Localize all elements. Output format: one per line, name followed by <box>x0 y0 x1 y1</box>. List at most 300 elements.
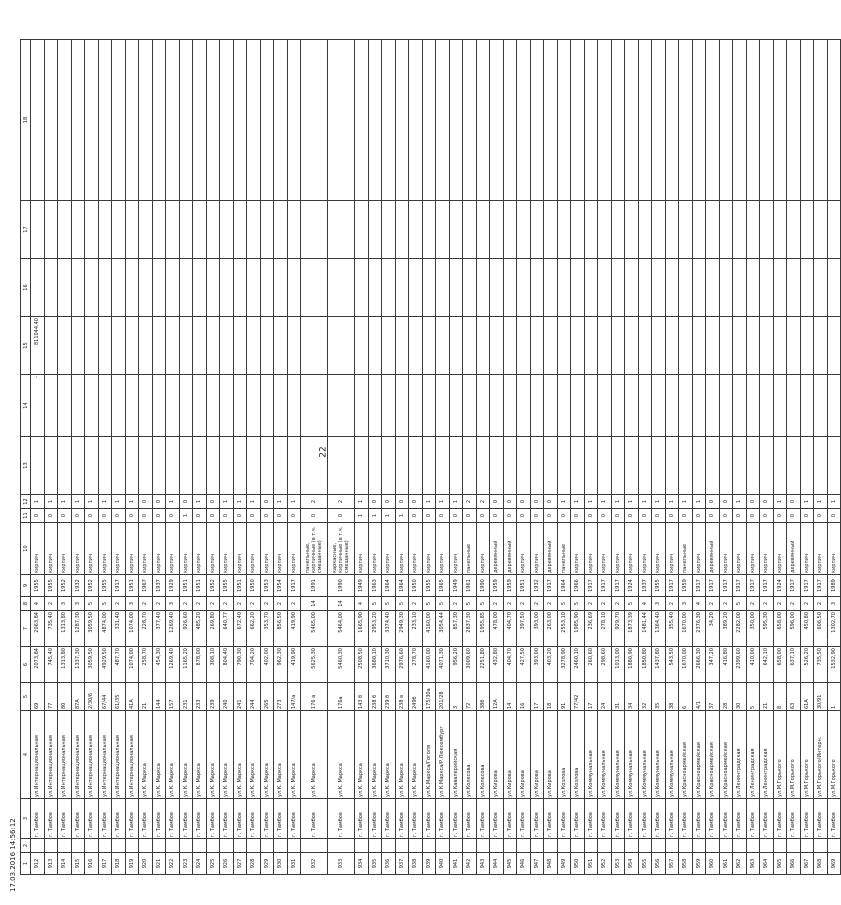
table-cell <box>760 259 774 317</box>
table-cell <box>125 317 139 375</box>
table-cell: 5 <box>422 597 436 611</box>
table-cell: 962,30 <box>274 647 288 683</box>
table-row <box>557 40 571 875</box>
table-cell: г. Тамбов <box>625 799 639 839</box>
table-cell: 0 <box>530 495 544 509</box>
table-cell: 1966 <box>571 575 585 597</box>
table-cell <box>382 259 396 317</box>
table-cell: 637,10 <box>787 647 801 683</box>
table-row <box>746 40 760 875</box>
table-cell: 2 <box>247 597 261 611</box>
table-cell: 922 <box>166 853 180 875</box>
table-cell <box>260 839 274 853</box>
table-cell: 1917 <box>787 575 801 597</box>
table-cell: г. Тамбов <box>409 799 423 839</box>
table-cell <box>503 317 517 375</box>
table-cell: 936 <box>382 853 396 875</box>
table-cell: г. Тамбов <box>476 799 490 839</box>
table-cell: 526,20 <box>800 647 814 683</box>
table-cell: 389,20 <box>719 611 733 647</box>
table-cell <box>692 317 706 375</box>
table-cell: ул.Коммунальная <box>584 711 598 799</box>
table-cell: 956 <box>652 853 666 875</box>
table-cell <box>503 201 517 259</box>
table-cell <box>584 259 598 317</box>
table-cell: 5 <box>733 597 747 611</box>
table-cell <box>571 317 585 375</box>
table-cell: кирпич <box>692 523 706 575</box>
table-cell <box>476 839 490 853</box>
table-cell: 919 <box>125 853 139 875</box>
table-cell: кирпич <box>638 523 652 575</box>
table-cell: 1 <box>449 495 463 509</box>
table-cell: 1961 <box>463 575 477 597</box>
table-cell <box>44 40 58 201</box>
table-cell <box>517 375 531 437</box>
column-header: 17 <box>21 201 31 259</box>
column-header: 4 <box>21 711 31 799</box>
table-cell <box>274 317 288 375</box>
table-cell: 1952 <box>58 575 72 597</box>
table-cell <box>571 40 585 201</box>
table-cell: 265 <box>260 683 274 711</box>
table-row <box>85 40 99 875</box>
table-row <box>31 40 45 875</box>
table-cell: 1917 <box>814 575 828 597</box>
column-header: 2 <box>21 839 31 853</box>
table-cell <box>71 317 85 375</box>
table-cell: 0 <box>746 509 760 523</box>
table-row <box>287 40 301 875</box>
table-cell: 1 <box>625 495 639 509</box>
table-cell <box>58 437 72 495</box>
table-cell <box>422 201 436 259</box>
table-cell: 485,20 <box>193 611 207 647</box>
table-cell <box>31 201 45 259</box>
table-cell: 1 <box>44 495 58 509</box>
table-cell: 0 <box>58 509 72 523</box>
table-cell: 1 <box>368 509 382 523</box>
table-cell <box>274 259 288 317</box>
table-cell: 0 <box>368 495 382 509</box>
table-row <box>193 40 207 875</box>
table-row <box>598 40 612 875</box>
table-cell: 1985,90 <box>571 611 585 647</box>
table-cell <box>544 839 558 853</box>
table-cell <box>125 259 139 317</box>
table-cell <box>287 317 301 375</box>
table-cell: 1287,30 <box>71 611 85 647</box>
table-cell <box>220 40 234 201</box>
table-cell: 1932 <box>71 575 85 597</box>
table-cell <box>530 259 544 317</box>
table-cell: 91 <box>557 683 571 711</box>
table-cell: 3009,60 <box>463 647 477 683</box>
table-cell: кирпич <box>773 523 787 575</box>
table-row <box>328 40 355 875</box>
table-cell: 0 <box>449 509 463 523</box>
table-cell: 935 <box>368 853 382 875</box>
table-cell <box>449 317 463 375</box>
table-cell: 1 <box>571 495 585 509</box>
table-cell <box>787 437 801 495</box>
table-row <box>787 40 801 875</box>
table-row <box>71 40 85 875</box>
table-cell: 947 <box>530 853 544 875</box>
table-cell: 926 <box>220 853 234 875</box>
table-cell <box>71 839 85 853</box>
table-cell: 69 <box>31 683 45 711</box>
table-cell: 606,50 <box>814 611 828 647</box>
table-cell: 957 <box>665 853 679 875</box>
table-cell <box>476 259 490 317</box>
table-cell <box>355 317 369 375</box>
table-cell: ул.Ленинградская <box>746 711 760 799</box>
table-cell: 964 <box>760 853 774 875</box>
table-cell: 3 <box>652 597 666 611</box>
table-cell <box>166 437 180 495</box>
table-cell: 914 <box>58 853 72 875</box>
table-cell: 857,30 <box>449 611 463 647</box>
table-cell <box>517 259 531 317</box>
table-row <box>652 40 666 875</box>
table-cell: 2 <box>476 495 490 509</box>
table-cell <box>193 375 207 437</box>
table-cell: 0 <box>422 509 436 523</box>
table-cell: г. Тамбов <box>463 799 477 839</box>
table-cell: 30 <box>733 683 747 711</box>
table-cell <box>368 437 382 495</box>
table-cell: 377,40 <box>152 611 166 647</box>
table-cell: г. Тамбов <box>719 799 733 839</box>
table-cell: 0 <box>125 509 139 523</box>
table-cell <box>733 40 747 201</box>
table-cell: 236,69 <box>584 611 598 647</box>
table-cell: кирпич <box>719 523 733 575</box>
table-cell <box>98 317 112 375</box>
table-cell <box>571 375 585 437</box>
column-header: 3 <box>21 799 31 839</box>
table-cell: кирпич <box>814 523 828 575</box>
table-cell <box>355 259 369 317</box>
table-row <box>382 40 396 875</box>
table-cell <box>85 40 99 201</box>
table-cell: 735,50 <box>814 647 828 683</box>
table-cell <box>328 317 355 375</box>
table-row <box>409 40 423 875</box>
table-cell <box>665 437 679 495</box>
table-cell: 0 <box>503 495 517 509</box>
table-cell <box>773 839 787 853</box>
table-cell <box>287 259 301 317</box>
table-cell: 2/30/6 <box>85 683 99 711</box>
table-cell <box>395 259 409 317</box>
table-cell <box>355 40 369 201</box>
table-cell <box>476 437 490 495</box>
table-cell <box>800 317 814 375</box>
table-cell <box>463 40 477 201</box>
table-cell <box>328 259 355 317</box>
table-cell: кирпич <box>139 523 153 575</box>
table-cell: ул.К. Маркса <box>193 711 207 799</box>
table-cell: 960 <box>706 853 720 875</box>
table-cell: 1850,80 <box>638 647 652 683</box>
table-cell: 1873,39 <box>625 611 639 647</box>
table-cell <box>611 375 625 437</box>
table-cell: 5 <box>436 597 450 611</box>
table-cell: 1 <box>679 495 693 509</box>
table-cell <box>260 375 274 437</box>
table-cell <box>584 201 598 259</box>
table-cell <box>247 317 261 375</box>
table-cell: 4/1 <box>692 683 706 711</box>
table-cell: 260,60 <box>584 647 598 683</box>
table-cell: 1964 <box>382 575 396 597</box>
table-cell: г. Тамбов <box>733 799 747 839</box>
table-cell <box>584 375 598 437</box>
table-cell: 1 <box>611 495 625 509</box>
table-cell: 1924 <box>625 575 639 597</box>
table-cell <box>733 317 747 375</box>
table-row <box>530 40 544 875</box>
table-cell <box>787 259 801 317</box>
table-cell <box>773 201 787 259</box>
table-cell: 403,20 <box>544 647 558 683</box>
table-cell <box>638 259 652 317</box>
column-header: 13 <box>21 437 31 495</box>
table-cell: кирпич <box>112 523 126 575</box>
table-cell <box>301 839 328 853</box>
table-cell <box>692 839 706 853</box>
table-cell: 2 <box>719 597 733 611</box>
table-cell <box>125 201 139 259</box>
table-cell: 21 <box>139 683 153 711</box>
table-cell: 956,20 <box>449 647 463 683</box>
table-cell <box>220 201 234 259</box>
table-cell <box>125 375 139 437</box>
table-cell: 1990 <box>328 575 355 597</box>
table-cell: г. Тамбов <box>652 799 666 839</box>
table-cell <box>638 839 652 853</box>
table-cell: 939 <box>422 853 436 875</box>
table-cell <box>679 839 693 853</box>
table-cell <box>355 437 369 495</box>
table-cell: кирпич <box>193 523 207 575</box>
table-cell: кирпич <box>584 523 598 575</box>
table-cell <box>692 375 706 437</box>
table-cell: ул.К. Маркса <box>328 711 355 799</box>
table-cell: кирпич <box>44 523 58 575</box>
table-cell: 1 <box>85 495 99 509</box>
table-cell <box>233 259 247 317</box>
table-cell <box>436 375 450 437</box>
table-cell: 2 <box>814 597 828 611</box>
table-cell: 41А <box>125 683 139 711</box>
table-cell: 2 <box>301 495 328 509</box>
table-cell <box>233 317 247 375</box>
table-cell: 4874,00 <box>98 611 112 647</box>
table-cell <box>652 437 666 495</box>
table-cell: 410,00 <box>746 647 760 683</box>
table-cell <box>611 201 625 259</box>
table-cell: кирпич <box>85 523 99 575</box>
table-cell: г. Тамбов <box>98 799 112 839</box>
table-cell: 30/91 <box>814 683 828 711</box>
table-cell <box>598 375 612 437</box>
table-cell <box>584 40 598 201</box>
table-cell: ул.Ленинградская <box>760 711 774 799</box>
table-cell: 1955 <box>31 575 45 597</box>
table-cell <box>476 317 490 375</box>
table-cell: 249б <box>409 683 423 711</box>
table-cell <box>368 201 382 259</box>
table-cell: 3680,10 <box>368 647 382 683</box>
table-cell: 0 <box>260 495 274 509</box>
table-cell <box>85 839 99 853</box>
table-cell: кирпич <box>611 523 625 575</box>
table-cell <box>476 375 490 437</box>
table-cell <box>598 201 612 259</box>
table-cell: 0 <box>139 495 153 509</box>
table-row <box>368 40 382 875</box>
table-cell: ул.М.Горького/Интерн. <box>814 711 828 799</box>
table-cell <box>517 437 531 495</box>
table-cell: 355,40 <box>665 611 679 647</box>
table-cell: ул.К. Маркса <box>287 711 301 799</box>
table-cell: 12А <box>490 683 504 711</box>
table-cell <box>422 40 436 201</box>
table-cell <box>490 317 504 375</box>
table-cell <box>665 40 679 201</box>
table-cell: 918 <box>112 853 126 875</box>
table-cell: кирпич <box>530 523 544 575</box>
table-cell: 1 <box>733 495 747 509</box>
table-cell <box>773 259 787 317</box>
table-cell: 920 <box>139 853 153 875</box>
table-cell <box>571 259 585 317</box>
table-cell: 176а <box>328 683 355 711</box>
table-cell: 4 <box>31 597 45 611</box>
table-cell: 2282,00 <box>733 611 747 647</box>
table-cell <box>85 201 99 259</box>
table-cell <box>827 259 841 317</box>
table-cell: 0 <box>463 509 477 523</box>
table-cell <box>611 40 625 201</box>
table-row <box>125 40 139 875</box>
table-cell: 18 <box>544 683 558 711</box>
table-cell: ул.К. Маркса <box>179 711 193 799</box>
table-cell: 5 <box>746 683 760 711</box>
table-cell <box>517 40 531 201</box>
table-cell: ул.К. Маркса <box>395 711 409 799</box>
table-row <box>625 40 639 875</box>
table-row <box>476 40 490 875</box>
table-cell <box>503 40 517 201</box>
table-cell: 2 <box>260 597 274 611</box>
table-cell: 1 <box>827 683 841 711</box>
table-cell: 1917 <box>611 575 625 597</box>
table-cell <box>760 317 774 375</box>
table-cell: 929 <box>260 853 274 875</box>
table-cell: г. Тамбов <box>503 799 517 839</box>
table-cell: 944 <box>490 853 504 875</box>
table-cell: 1955 <box>652 575 666 597</box>
table-cell <box>463 375 477 437</box>
table-cell: 2 <box>233 597 247 611</box>
table-cell <box>787 201 801 259</box>
table-cell: ул.К. Маркса <box>409 711 423 799</box>
table-cell: г. Тамбов <box>436 799 450 839</box>
table-cell <box>44 839 58 853</box>
table-cell: 3 <box>827 597 841 611</box>
table-cell <box>206 839 220 853</box>
table-cell: ул.К.Маркса/Р.Люксембург <box>436 711 450 799</box>
column-header: 1 <box>21 853 31 875</box>
table-cell: 2 <box>517 597 531 611</box>
table-cell <box>517 317 531 375</box>
table-cell: 5 <box>368 597 382 611</box>
table-cell: 175/30а <box>422 683 436 711</box>
table-row <box>517 40 531 875</box>
table-cell <box>557 317 571 375</box>
table-cell: ул.Интернациональная <box>125 711 139 799</box>
table-cell <box>287 201 301 259</box>
table-cell <box>625 437 639 495</box>
table-row <box>274 40 288 875</box>
table-cell <box>463 317 477 375</box>
table-cell: 2 <box>800 597 814 611</box>
table-cell: 2460,10 <box>571 647 585 683</box>
table-cell <box>355 839 369 853</box>
table-cell <box>679 259 693 317</box>
table-cell: 5460,30 <box>328 647 355 683</box>
table-cell <box>220 317 234 375</box>
table-cell: 2508,50 <box>355 647 369 683</box>
table-cell: 0 <box>382 495 396 509</box>
table-cell: 1013,00 <box>611 647 625 683</box>
table-cell <box>247 40 261 201</box>
table-cell <box>517 201 531 259</box>
table-cell <box>274 40 288 201</box>
table-cell: 1 <box>598 495 612 509</box>
table-cell: 397,50 <box>517 611 531 647</box>
table-cell <box>328 437 355 495</box>
table-row <box>706 40 720 875</box>
table-cell: 2 <box>503 597 517 611</box>
table-cell: ул.К.Маркса/Гоголя <box>422 711 436 799</box>
table-cell <box>706 259 720 317</box>
table-cell: ул.К. Маркса <box>301 711 328 799</box>
table-cell: 968 <box>814 853 828 875</box>
table-cell: 0 <box>490 495 504 509</box>
table-cell: 3 <box>449 683 463 711</box>
table-cell: 878,00 <box>193 647 207 683</box>
table-cell: 3 <box>679 597 693 611</box>
table-cell: 419,90 <box>287 611 301 647</box>
table-cell <box>436 40 450 201</box>
table-cell: 0 <box>773 509 787 523</box>
table-cell: панельные <box>557 523 571 575</box>
table-cell: деревянный <box>706 523 720 575</box>
table-cell: кирпич <box>152 523 166 575</box>
table-cell: кирпич <box>58 523 72 575</box>
table-cell: 17 <box>530 683 544 711</box>
table-cell: 6 <box>679 683 693 711</box>
table-cell <box>287 839 301 853</box>
table-cell <box>746 839 760 853</box>
table-cell: 1313,80 <box>58 611 72 647</box>
table-cell: ул.Колесова <box>476 711 490 799</box>
